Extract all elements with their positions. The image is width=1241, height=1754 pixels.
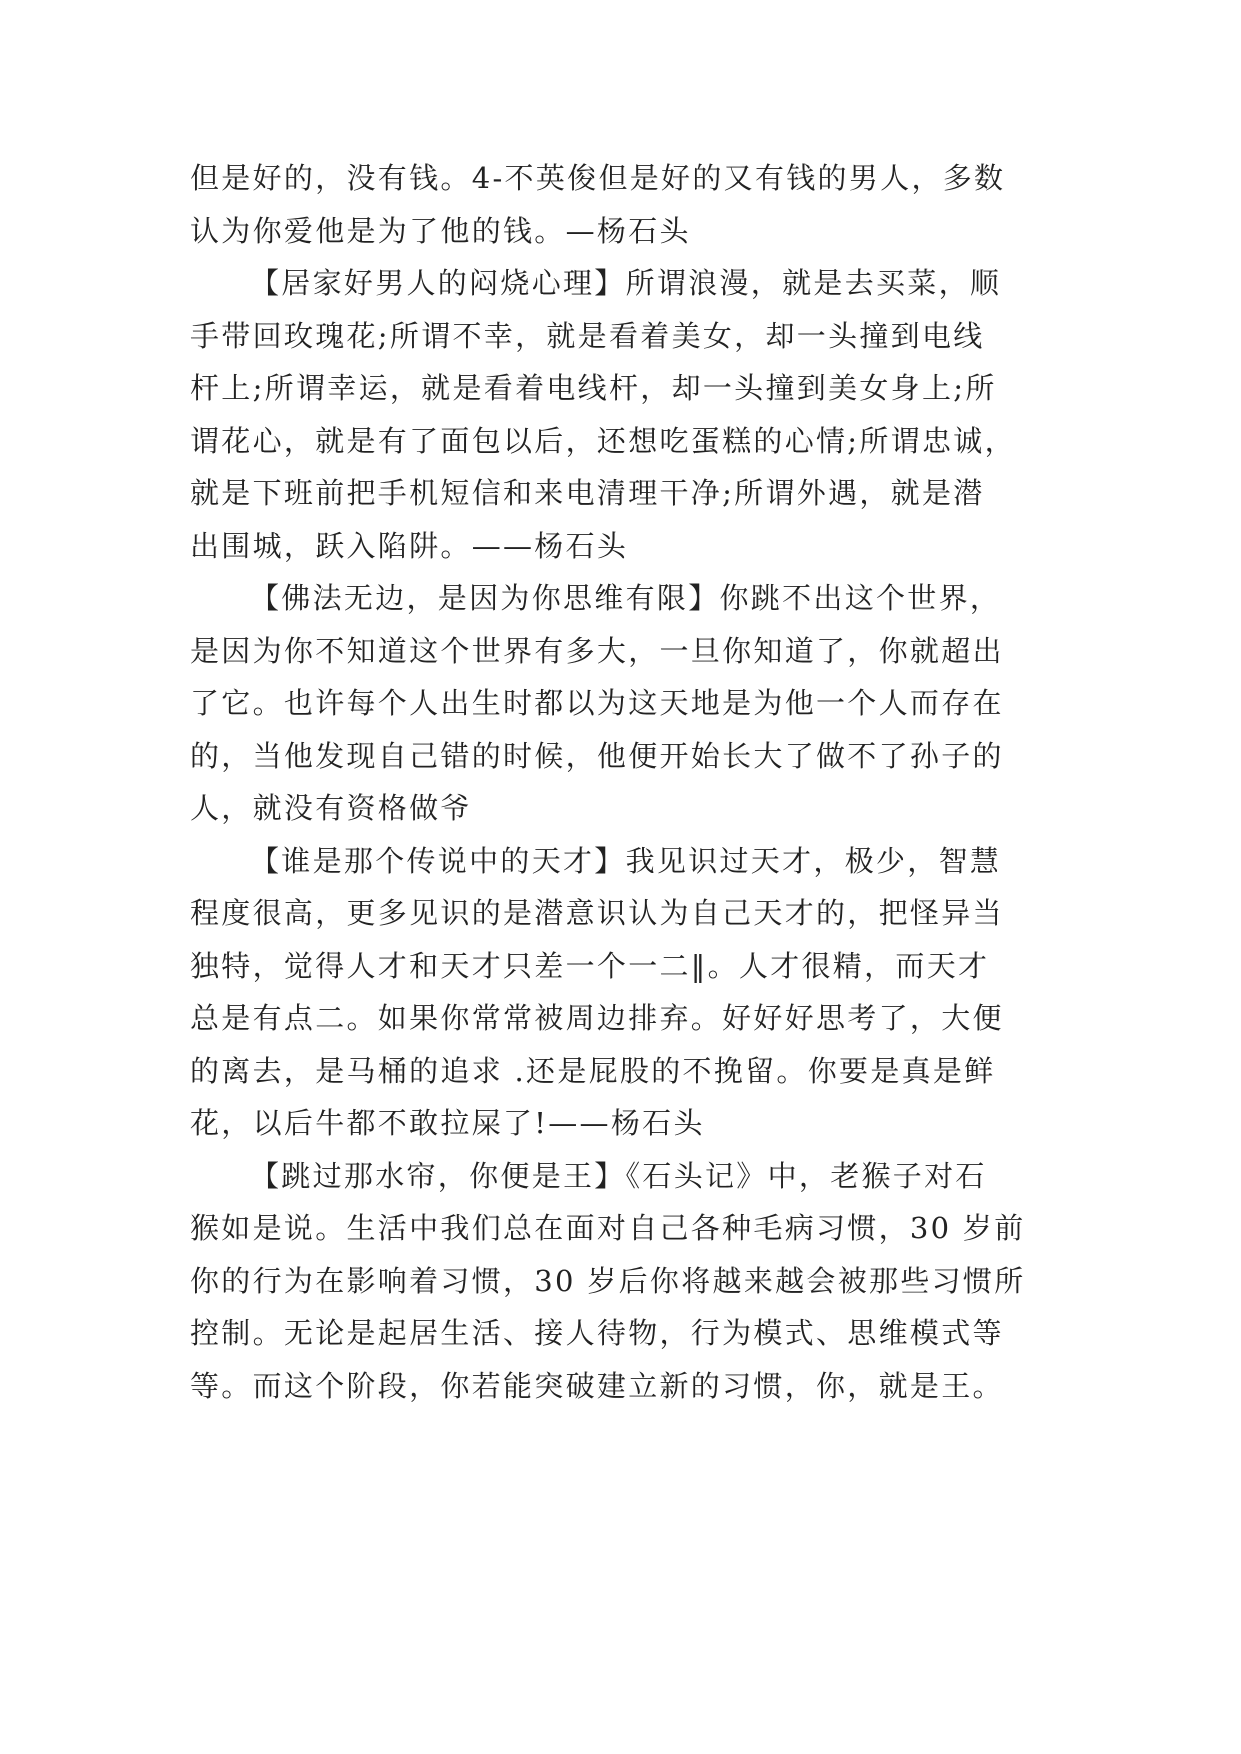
text-line: 等。而这个阶段，你若能突破建立新的习惯，你，就是王。	[190, 1368, 1004, 1403]
text-line: 猴如是说。生活中我们总在面对自己各种毛病习惯，30 岁前	[190, 1211, 1026, 1245]
paragraph-heading-line: 【跳过那水帘，你便是王】《石头记》中，老猴子对石	[250, 1158, 987, 1193]
text-line: 是因为你不知道这个世界有多大，一旦你知道了，你就超出	[190, 633, 1004, 668]
text-line: 但是好的，没有钱。4-不英俊但是好的又有钱的男人，多数	[190, 161, 1006, 195]
text-line: 总是有点二。如果你常常被周边排弃。好好好思考了，大便	[190, 1001, 1004, 1035]
text-line: 的，当他发现自己错的时候，他便开始长大了做不了孙子的	[190, 738, 1004, 773]
text-line: 了它。也许每个人出生时都以为这天地是为他一个人而存在	[190, 686, 1004, 720]
paragraph-heading-line: 【佛法无边，是因为你思维有限】你跳不出这个世界，	[250, 581, 1002, 615]
text-line: 人，就没有资格做爷	[190, 791, 472, 825]
text-line: 独特，觉得人才和天才只差一个一二‖。人才很精，而天才	[190, 948, 990, 983]
paragraph-heading-line: 【居家好男人的闷烧心理】所谓浪漫，就是去买菜，顺	[250, 266, 1002, 300]
text-line: 出围城，跃入陷阱。——杨石头	[190, 528, 629, 563]
paragraph-heading-line: 【谁是那个传说中的天才】我见识过天才，极少，智慧	[250, 843, 1002, 878]
text-line: 控制。无论是起居生活、接人待物，行为模式、思维模式等	[190, 1316, 1004, 1350]
text-line: 的离去，是马桶的追求 .还是屁股的不挽留。你要是真是鲜	[190, 1053, 996, 1088]
text-line: 认为你爱他是为了他的钱。—杨石头	[190, 213, 691, 248]
text-line: 谓花心，就是有了面包以后，还想吃蛋糕的心情;所谓忠诚，	[190, 423, 1016, 458]
text-line: 程度很高，更多见识的是潜意识认为自己天才的，把怪异当	[190, 896, 1004, 930]
text-line: 就是下班前把手机短信和来电清理干净;所谓外遇，就是潜	[190, 476, 985, 510]
document-body	[190, 152, 1070, 1412]
text-line: 花，以后牛都不敢拉屎了!——杨石头	[190, 1106, 705, 1140]
text-line: 你的行为在影响着习惯，30 岁后你将越来越会被那些习惯所	[190, 1263, 1026, 1298]
text-line: 手带回玫瑰花;所谓不幸，就是看着美女，却一头撞到电线	[190, 318, 985, 353]
text-line: 杆上;所谓幸运，就是看着电线杆，却一头撞到美女身上;所	[190, 371, 997, 405]
